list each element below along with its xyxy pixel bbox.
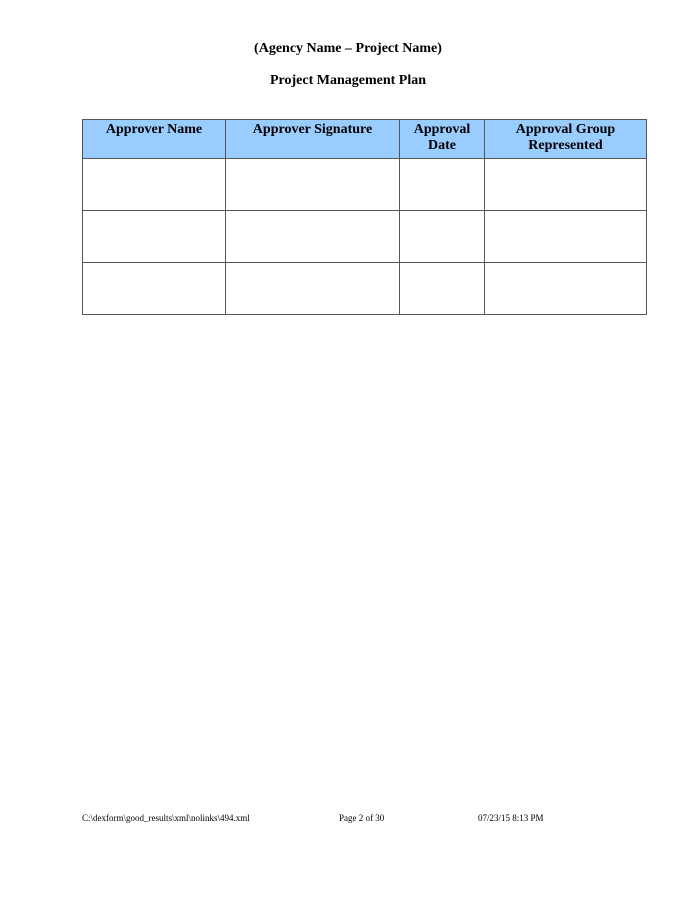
approval-date-cell[interactable] <box>400 211 485 263</box>
approval-group-cell[interactable] <box>485 159 647 211</box>
header-approver-signature: Approver Signature <box>226 120 400 159</box>
header-approval-date: Approval Date <box>400 120 485 159</box>
approval-table <box>82 119 647 315</box>
approver-name-cell[interactable] <box>83 211 226 263</box>
approver-name-cell[interactable] <box>83 263 226 315</box>
footer-timestamp: 07/23/15 8:13 PM <box>478 813 544 823</box>
approval-group-cell[interactable] <box>485 263 647 315</box>
approver-signature-cell[interactable] <box>226 159 400 211</box>
approval-group-cell[interactable] <box>485 211 647 263</box>
header-approver-name: Approver Name <box>83 120 226 159</box>
approver-signature-cell[interactable] <box>226 211 400 263</box>
document-subtitle: Project Management Plan <box>269 73 427 88</box>
header-approval-group: Approval Group Represented <box>485 120 647 159</box>
table-row <box>83 263 647 315</box>
approver-name-cell[interactable] <box>83 159 226 211</box>
document-title: (Agency Name – Project Name) <box>254 41 442 56</box>
footer-file-path: C:\dexform\good_results\xml\nolinks\494.xml <box>82 813 250 823</box>
table-row <box>83 211 647 263</box>
approval-table-header-row <box>83 120 647 159</box>
approval-date-cell[interactable] <box>400 263 485 315</box>
table-row <box>83 159 647 211</box>
approval-date-cell[interactable] <box>400 159 485 211</box>
approver-signature-cell[interactable] <box>226 263 400 315</box>
footer-page-number: Page 2 of 30 <box>339 813 385 823</box>
